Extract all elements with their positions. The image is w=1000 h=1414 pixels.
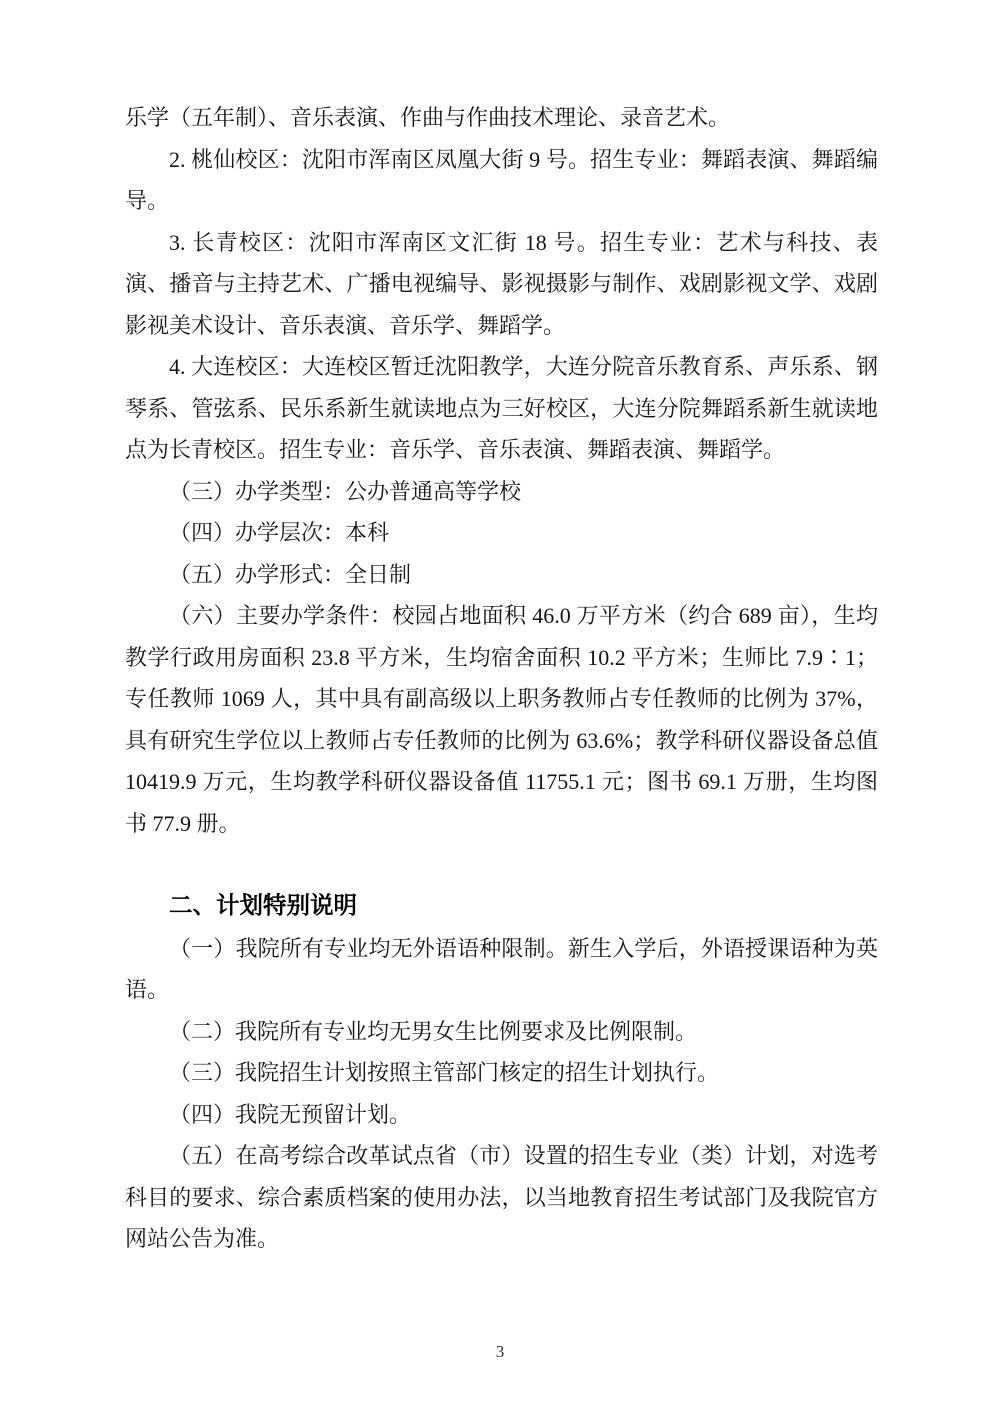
paragraph-note-gaokao-reform: （五）在高考综合改革试点省（市）设置的招生专业（类）计划，对选考科目的要求、综合素质档案的使用办法，以当地教育招生考试部门及我院官方网站公告为准。 [125, 1143, 878, 1251]
document-body [125, 97, 878, 1260]
paragraph-note-no-reserved-plan: （四）我院无预留计划。 [169, 1101, 412, 1127]
paragraph-continuation: 乐学（五年制）、音乐表演、作曲与作曲技术理论、录音艺术。 [125, 105, 731, 130]
section-heading-plan-notes: 二、计划特别说明 [169, 892, 357, 918]
paragraph-school-form: （五）办学形式：全日制 [169, 561, 412, 587]
paragraph-school-level: （四）办学层次：本科 [169, 520, 390, 545]
paragraph-note-gender-ratio: （二）我院所有专业均无男女生比例要求及比例限制。 [169, 1018, 698, 1044]
paragraph-campus-dalian: 4. 大连校区：大连校区暂迁沈阳教学，大连分院音乐教育系、声乐系、钢琴系、管弦系、民乐系新生就读地点为三好校区，大连分院舞蹈系新生就读地点为长青校区。招生专业：音乐学、音乐表演、舞蹈表演、舞蹈学。 [125, 354, 878, 462]
paragraph-campus-taoxian: 2. 桃仙校区：沈阳市浑南区凤凰大街 9 号。招生专业：舞蹈表演、舞蹈编导。 [125, 146, 878, 213]
paragraph-campus-changqing: 3. 长青校区：沈阳市浑南区文汇街 18 号。招生专业：艺术与科技、表演、播音与主持艺术、广播电视编导、影视摄影与制作、戏剧影视文学、戏剧影视美术设计、音乐表演、音乐学、舞蹈学。 [125, 229, 878, 338]
paragraph-school-type: （三）办学类型：公办普通高等学校 [169, 478, 522, 504]
paragraph-note-language: （一）我院所有专业均无外语语种限制。新生入学后，外语授课语种为英语。 [125, 935, 878, 1002]
paragraph-note-plan-approval: （三）我院招生计划按照主管部门核定的招生计划执行。 [169, 1060, 720, 1085]
paragraph-school-conditions: （六）主要办学条件：校园占地面积 46.0 万平方米（约合 689 亩），生均教学行政用房面积 23.8 平方米，生均宿舍面积 10.2 平方米；生师比 7.9∶1；专任教师 1069 人，其中具有副高级以上职务教师占专任教师的比例为 37%，具有研究生学位以上教师占专任教师的比例为 63.6%；教学科研仪器设备总值 10419.9 万元，生均教学科研仪器设备值 11755.1 元；图书 69.1 万册，生均图书 77.9 册。 [125, 603, 878, 836]
page-number: 3 [495, 1342, 505, 1361]
